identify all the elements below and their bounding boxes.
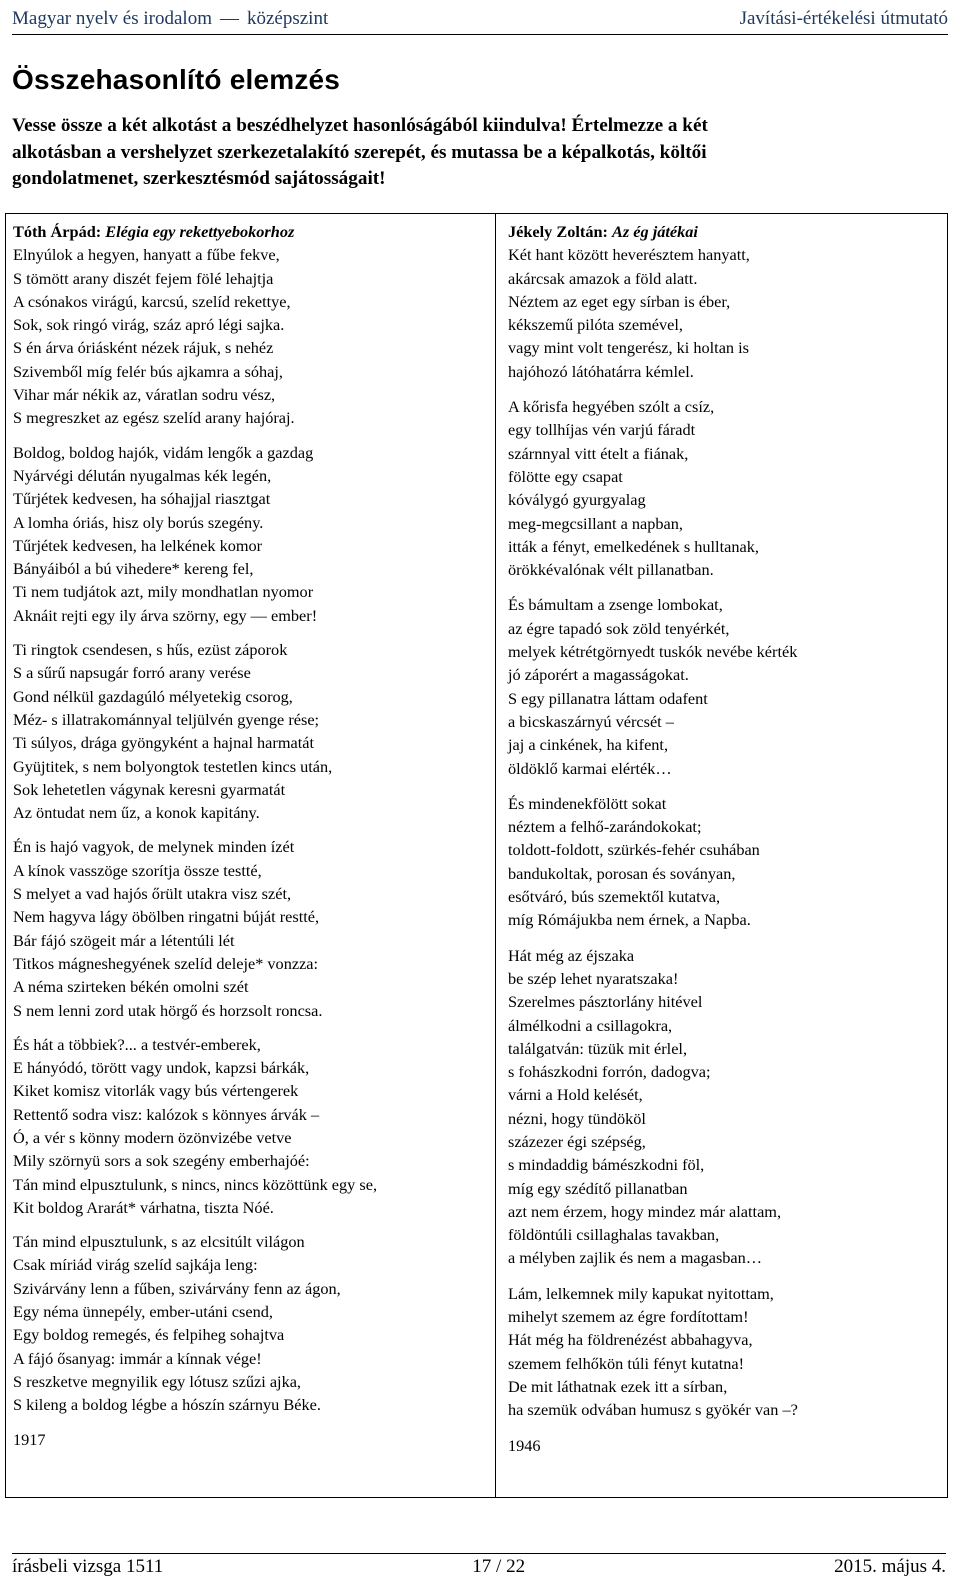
poem-line: melyek kétrétgörnyedt tuskók nevébe kérték <box>508 642 798 662</box>
poem-line: bandukoltak, porosan és soványan, <box>508 863 736 883</box>
poem-line: kóválygó gyurgyalag <box>508 490 646 510</box>
poem-line: Aknáit rejti egy ily árva szörny, egy — ember! <box>13 605 318 625</box>
poem-line: s mindaddig bámészkodni föl, <box>508 1155 705 1175</box>
poem-line: Szivemből míg felér bús ajkamra a sóhaj, <box>13 361 283 381</box>
poem-line: meg-megcsillant a napban, <box>508 513 683 533</box>
poem-line: a bicskaszárnyú vércsét – <box>508 711 674 731</box>
stanza <box>508 792 947 932</box>
poem-line: Méz- s illatrakománnyal teljülvén gyenge rése; <box>13 709 320 729</box>
poem-line: kékszemű pilóta szemével, <box>508 315 683 335</box>
poem-left-title: Elégia egy rekettyebokorhoz <box>105 222 295 241</box>
poem-line: Hát még ha földrenézést abbahagyva, <box>508 1330 753 1350</box>
poem-line: míg Rómájukba nem érnek, a Napba. <box>508 910 751 930</box>
poem-line: Kiket komisz vitorlák vagy bús vértengerek <box>13 1081 299 1101</box>
poem-line: S tömött arany diszét fejem fölé lehajtja <box>13 268 274 288</box>
poem-line: És hát a többiek?... a testvér-emberek, <box>13 1034 261 1054</box>
poem-line: Egy boldog remegés, és felpiheg sohajtva <box>13 1325 285 1345</box>
poem-line: Vihar már nékik az, váratlan sodru vész, <box>13 385 276 405</box>
footer-page-number: 17 / 22 <box>472 1556 526 1577</box>
poem-line: álmélkodni a csillagokra, <box>508 1015 673 1035</box>
poem-line: Sok lehetetlen vágynak keresni gyarmatát <box>13 779 286 799</box>
poem-line: Szivárvány lenn a fűben, szivárvány fenn az ágon, <box>13 1278 341 1298</box>
poem-line: A néma szirteken békén omolni szét <box>13 977 249 997</box>
poems-table <box>5 213 948 1498</box>
poem-line: A kínok vasszöge szorítja össze testté, <box>13 860 262 880</box>
poem-line: S én árva óriásként nézek rájuk, s nehéz <box>13 338 274 358</box>
poem-right-author: Jékely Zoltán: <box>508 222 608 241</box>
poem-line: Elnyúlok a hegyen, hanyatt a fűbe fekve, <box>13 245 280 265</box>
footer-exam: írásbeli vizsga 1511 <box>12 1556 164 1577</box>
poem-line: esőtváró, bús szemektől kutatva, <box>508 887 721 907</box>
task-instructions <box>12 113 946 193</box>
poem-line: szárnnyal vitt ételt a fiának, <box>508 443 689 463</box>
stanza <box>508 944 947 1270</box>
poem-line: találgatván: tüzük mit érlel, <box>508 1038 688 1058</box>
task-line: Vesse össze a két alkotást a beszédhelyzet hasonlóságából kiindulva! Értelmezze a két <box>12 115 708 136</box>
poem-line: toldott-foldott, szürkés-fehér csuhában <box>508 840 760 860</box>
poem-line: A fájó ősanyag: immár a kínnak vége! <box>13 1348 262 1368</box>
poem-right-title: Az ég játékai <box>612 222 698 241</box>
poem-line: be szép lehet nyaratszaka! <box>508 968 679 988</box>
poem-line: Kit boldog Ararát* várhatna, tiszta Nóé. <box>13 1197 274 1217</box>
poem-line: S a sűrű napsugár forró arany verése <box>13 663 251 683</box>
poem-right-body <box>508 243 947 1421</box>
poem-line: Hát még az éjszaka <box>508 945 635 965</box>
poem-line: Szerelmes pásztorlány hitével <box>508 992 703 1012</box>
poem-line: Tán mind elpusztulunk, s az elcsitúlt világon <box>13 1232 305 1252</box>
poem-line: szemem felhőkön túli fényt kutatna! <box>508 1353 745 1373</box>
stanza <box>13 441 495 627</box>
poem-line: És bámultam a zsenge lombokat, <box>508 595 723 615</box>
task-line: gondolatmenet, szerkesztésmód sajátosságait! <box>12 168 386 189</box>
poem-line: A lomha óriás, hisz oly borús szegény. <box>13 512 264 532</box>
poem-line: Rettentő sodra visz: kalózok s könnyes árvák – <box>13 1104 320 1124</box>
poem-line: Boldog, boldog hajók, vidám lengők a gazdag <box>13 442 314 462</box>
poem-line: S megreszket az egész szelíd arany hajóraj. <box>13 408 295 428</box>
poem-line: jó záporért a magasságokat. <box>508 665 689 685</box>
poem-line: s fohászkodni forrón, dadogva; <box>508 1062 711 1082</box>
poem-line: jaj a cinkének, ha kifent, <box>508 735 669 755</box>
poem-line: földöntúli csillaghalas tavakban, <box>508 1225 720 1245</box>
header-doc-title: Javítási-értékelési útmutató <box>739 8 948 29</box>
poem-line: Tűrjétek kedvesen, ha lelkének komor <box>13 535 263 555</box>
poem-line: Egy néma ünnepély, ember-utáni csend, <box>13 1302 273 1322</box>
poem-line: Bár fájó szögeit már a létentúli lét <box>13 930 235 950</box>
poem-line: azt nem érzem, hogy mindez már alattam, <box>508 1201 782 1221</box>
header-level: középszint <box>246 8 329 29</box>
poem-line: E hányódó, törött vagy undok, kapzsi bárkák, <box>13 1058 310 1078</box>
poem-line: Lám, lelkemnek mily kapukat nyitottam, <box>508 1283 774 1303</box>
poem-line: hajóhozó látóhatárra kémlel. <box>508 361 694 381</box>
poem-line: Mily szörnyü sors a sok szegény emberhajóé: <box>13 1151 310 1171</box>
poem-line: a mélyben zajlik és nem a magasban… <box>508 1248 763 1268</box>
header-dash: — <box>219 8 239 29</box>
poem-line: Nyárvégi délután nyugalmas kék legén, <box>13 465 272 485</box>
poem-line: A kőrisfa hegyében szólt a csíz, <box>508 397 715 417</box>
poem-line: itták a fényt, emelkedének s hulltanak, <box>508 536 759 556</box>
poem-line: várni a Hold kelését, <box>508 1085 643 1105</box>
poem-line: És mindenekfölött sokat <box>508 793 667 813</box>
stanza <box>508 1282 947 1422</box>
poem-line: vagy mint volt tengerész, ki holtan is <box>508 338 750 358</box>
poem-line: S melyet a vad hajós őrült utakra visz szét, <box>13 884 292 904</box>
header-subject-name: Magyar nyelv és irodalom <box>12 8 212 29</box>
poem-line: Csak míriád virág szelíd sajkája leng: <box>13 1255 258 1275</box>
poem-line: Én is hajó vagyok, de melynek minden ízét <box>13 837 295 857</box>
stanza <box>508 243 947 383</box>
stanza <box>13 835 495 1021</box>
poem-line: S reszketve megnyilik egy lótusz szűzi ajka, <box>13 1371 302 1391</box>
footer-date: 2015. május 4. <box>834 1556 946 1577</box>
poem-line: míg egy szédítő pillanatban <box>508 1178 688 1198</box>
task-line: alkotásban a vershelyzet szerkezetalakító szerepét, és mutassa be a képalkotás, költői <box>12 141 707 163</box>
poem-line: S nem lenni zord utak hörgő és horzsolt roncsa. <box>13 1000 323 1020</box>
poem-line: akárcsak amazok a föld alatt. <box>508 268 698 288</box>
poem-line: S egy pillanatra láttam odafent <box>508 688 708 708</box>
poem-line: S kileng a boldog légbe a hószín szárnyu Béke. <box>13 1395 321 1415</box>
poem-right-column <box>496 214 947 1497</box>
poem-line: De mit láthatnak ezek itt a sírban, <box>508 1376 728 1396</box>
poem-line: az égre tapadó sok zöld tenyérkét, <box>508 618 730 638</box>
header-subject <box>12 8 328 30</box>
poem-left-author: Tóth Árpád: <box>13 222 102 241</box>
poem-line: örökkévalónak vélt pillanatban. <box>508 560 714 580</box>
poem-line: Tűrjétek kedvesen, ha sóhajjal riasztgat <box>13 489 271 509</box>
poem-line: Titkos mágneshegyének szelíd deleje* vonzza: <box>13 953 319 973</box>
poem-line: mihelyt szemem az égre fordítottam! <box>508 1307 749 1327</box>
poem-line: ha szemük odvában humusz s gyökér van –? <box>508 1400 798 1420</box>
poem-line: Ti nem tudjátok azt, mily mondhatlan nyomor <box>13 582 314 602</box>
poem-line: Ti súlyos, drága gyöngyként a hajnal harmatát <box>13 733 314 753</box>
stanza <box>13 1230 495 1416</box>
stanza <box>508 395 947 581</box>
stanza <box>13 638 495 824</box>
poem-right-year: 1946 <box>508 1435 541 1455</box>
section-title: Összehasonlító elemzés <box>12 64 341 95</box>
stanza <box>13 1033 495 1219</box>
poem-line: néztem a felhő-zarándokokat; <box>508 817 702 837</box>
stanza <box>13 243 495 429</box>
poem-line: Nem hagyva lágy öbölben ringatni búját restté, <box>13 907 320 927</box>
poem-line: A csónakos virágú, karcsú, szelíd rekettye, <box>13 291 291 311</box>
poem-line: százezer égi szépség, <box>508 1131 646 1151</box>
poem-line: Két hant között heverésztem hanyatt, <box>508 245 750 265</box>
page-header <box>12 0 948 35</box>
poem-line: Gyüjtitek, s nem bolyongtok testetlen kincs után, <box>13 756 333 776</box>
poem-left-heading <box>13 220 495 243</box>
poem-line: Bányáiból a bú vihedere* kereng fel, <box>13 559 254 579</box>
poem-line: öldöklő karmai elérték… <box>508 758 672 778</box>
poem-left-body <box>13 243 495 1416</box>
poem-line: Gond nélkül gazdagúló mélyetekig csorog, <box>13 686 293 706</box>
poem-line: nézni, hogy tündököl <box>508 1108 646 1128</box>
poem-line: fölötte egy csapat <box>508 466 623 486</box>
poem-left-column <box>6 214 496 1497</box>
poem-line: egy tollhíjas vén varjú fáradt <box>508 420 696 440</box>
page-footer <box>12 1553 946 1582</box>
poem-left-year: 1917 <box>13 1429 46 1449</box>
poem-line: Ti ringtok csendesen, s hűs, ezüst záporok <box>13 640 288 660</box>
stanza <box>508 593 947 779</box>
poem-right-heading <box>508 220 947 243</box>
poem-line: Ó, a vér s könny modern özönvizébe vetve <box>13 1127 292 1147</box>
poem-line: Az öntudat nem űz, a konok kapitány. <box>13 803 260 823</box>
poem-line: Tán mind elpusztulunk, s nincs, nincs közöttünk egy se, <box>13 1174 378 1194</box>
poem-line: Néztem az eget egy sírban is éber, <box>508 291 731 311</box>
poem-line: Sok, sok ringó virág, száz apró légi sajka. <box>13 315 285 335</box>
